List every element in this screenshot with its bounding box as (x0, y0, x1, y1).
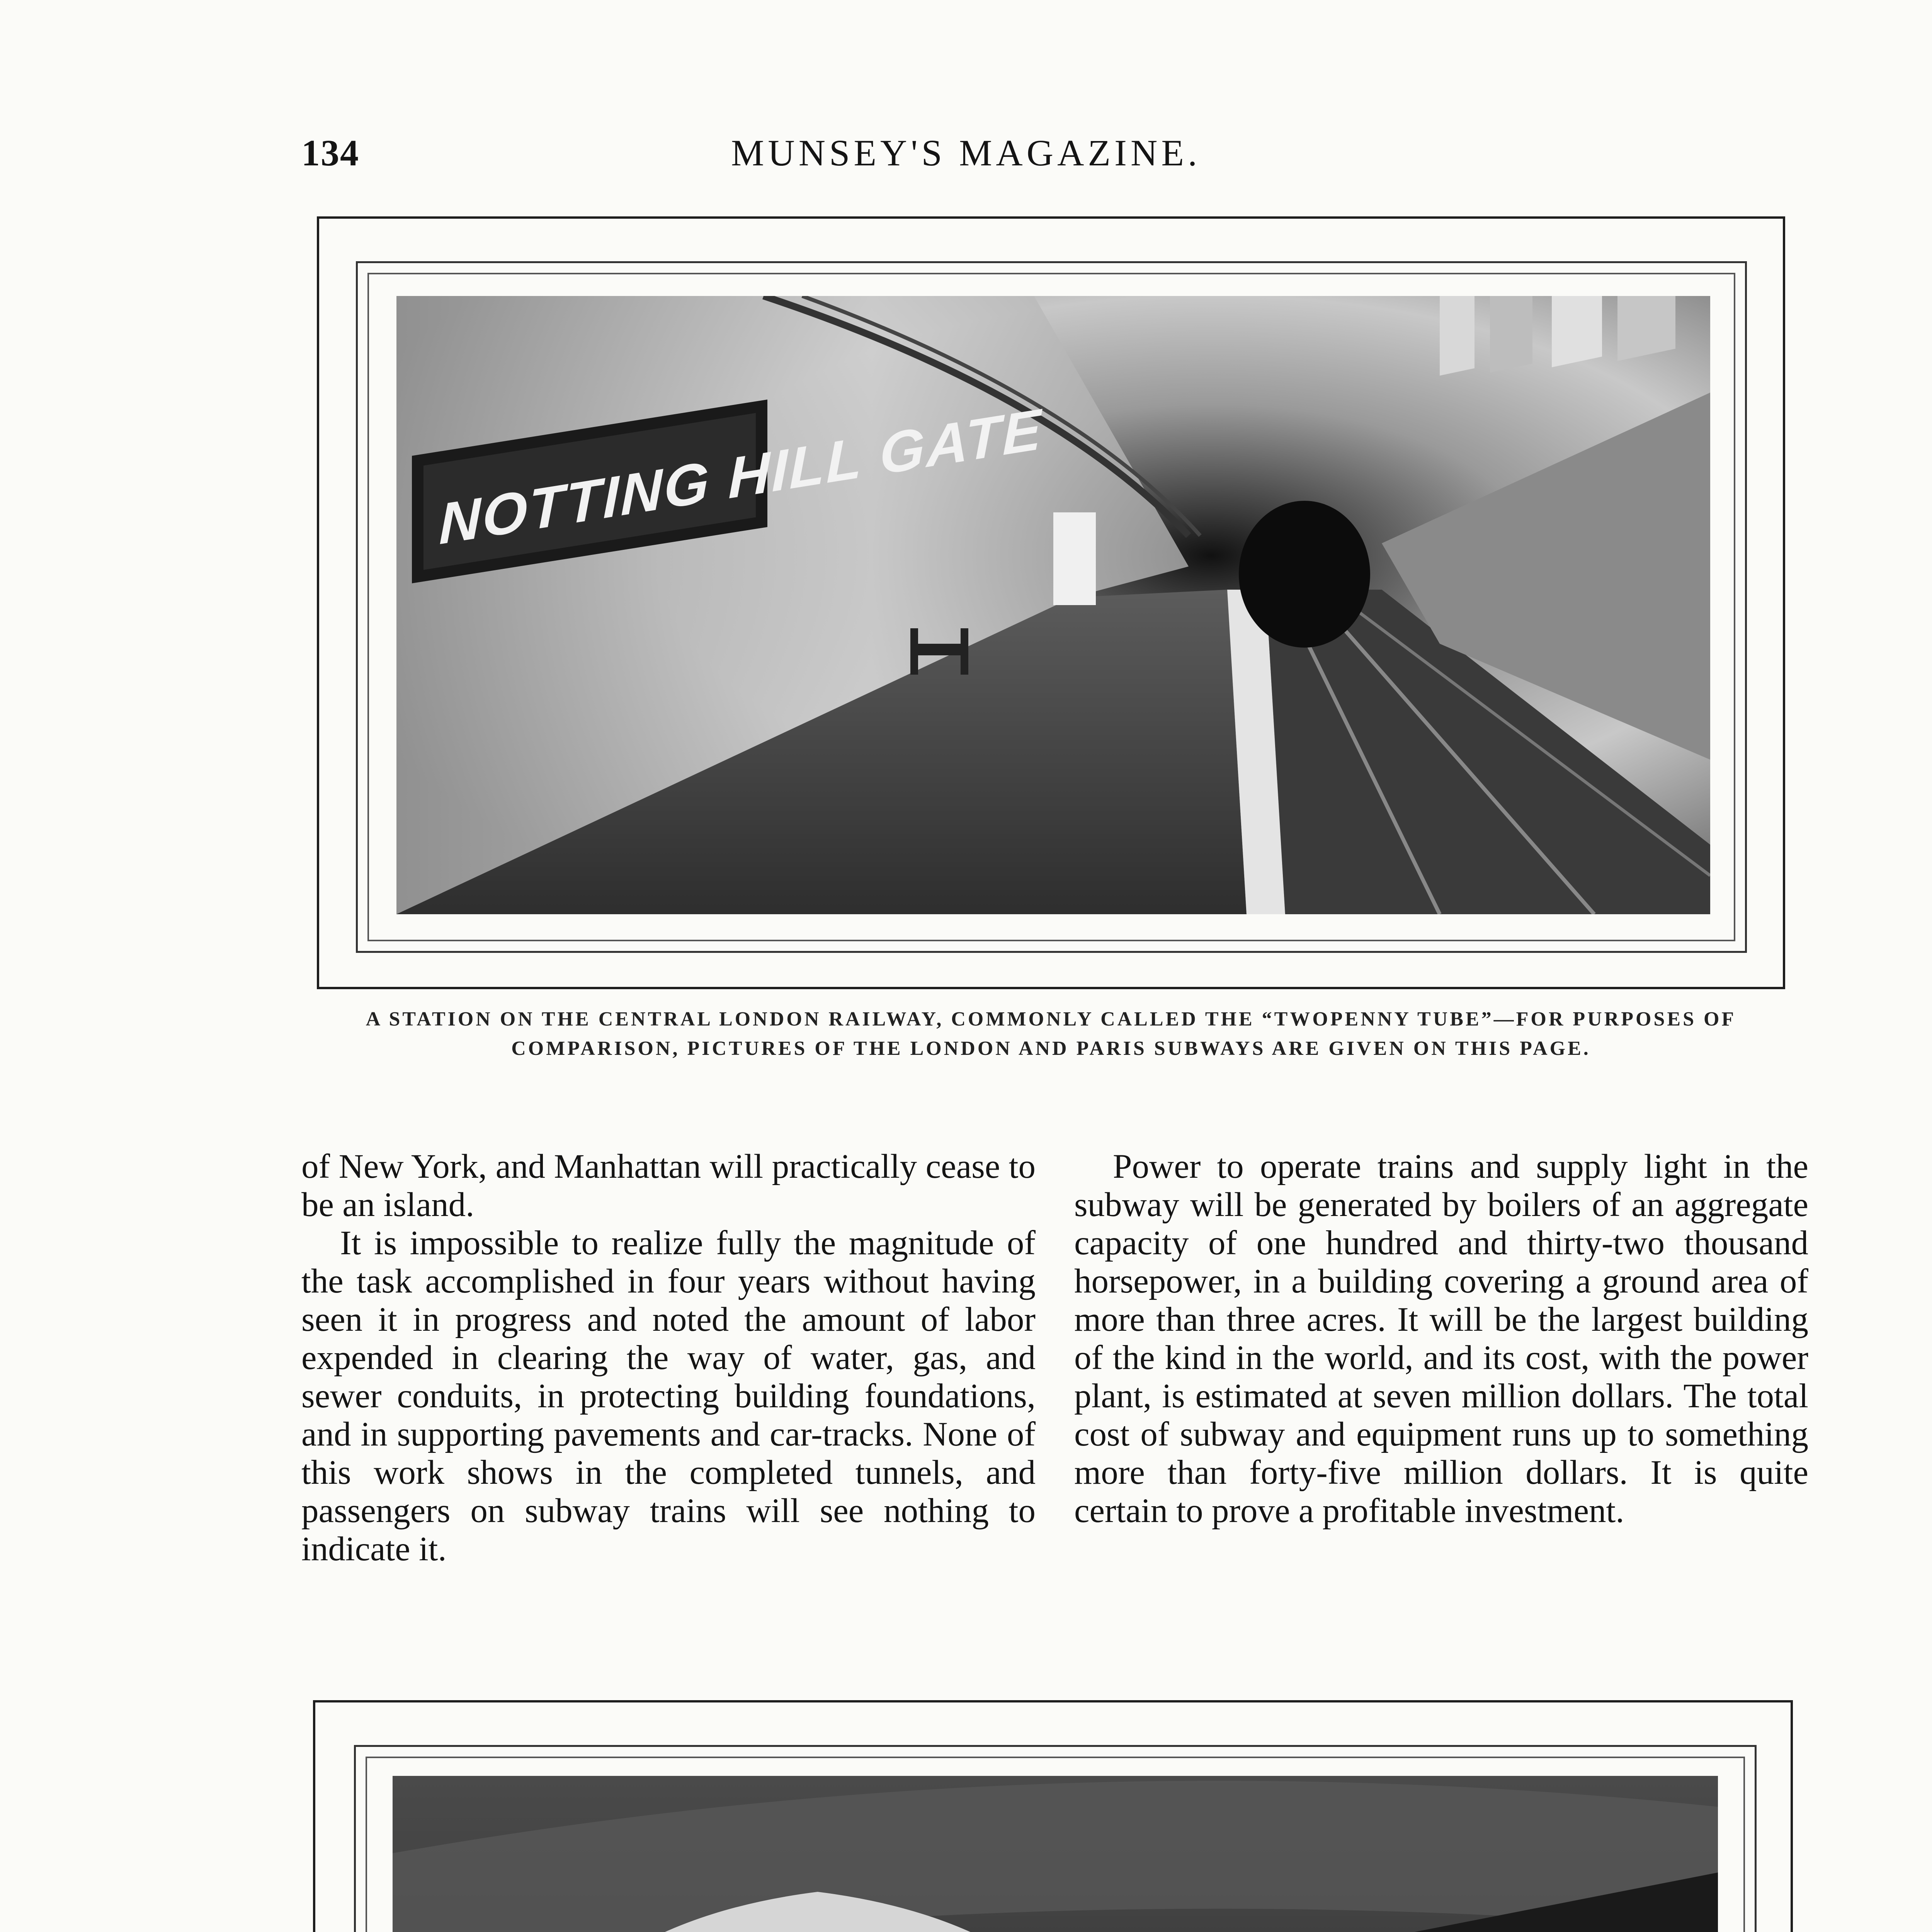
photo-caption-london: A STATION ON THE CENTRAL LONDON RAILWAY, COMMONLY CALLED THE “TWOPENNY TUBE”—FOR PURPOSES OF COMPARISON, PICTURES OF THE LONDON AND PARIS SUBWAYS ARE GIVEN ON THIS PAGE. (366, 1008, 1736, 1060)
text-column-right (1074, 1148, 1808, 1530)
photo-frame-paris (313, 1700, 1793, 1932)
photo-london-station (396, 296, 1710, 914)
london-station-illustration (396, 296, 1710, 914)
paragraph: Power to operate trains and supply light in the subway will be generated by boilers of an aggregate capacity of one hundred and thirty-two thousand horsepower, in a building covering a ground area of more than three acres. It will be the largest building of the kind in the world, and its cost, with the power plant, is estimated at seven million dollars. The total cost of subway and equipment runs up to something more than forty-five million dollars. It is quite certain to prove a profitable investment. (1074, 1148, 1808, 1530)
photo-frame-london (317, 216, 1785, 989)
page-header (0, 131, 1932, 178)
paragraph: of New York, and Manhattan will practically cease to be an island. (301, 1148, 1036, 1224)
photo-paris-station (393, 1776, 1718, 1932)
text-column-left (301, 1148, 1036, 1568)
page-number: 134 (301, 132, 359, 173)
paris-station-illustration (393, 1776, 1718, 1932)
paragraph: It is impossible to realize fully the magnitude of the task accomplished in four years without having seen it in progress and noted the amount of labor expended in clearing the way of water, gas, and sewer conduits, in protecting building foundations, and in supporting pavements and car-tracks. None of this work shows in the completed tunnels, and passengers on subway trains will see nothing to indicate it. (301, 1224, 1036, 1568)
running-title: MUNSEY'S MAGAZINE. (731, 132, 1201, 173)
station-sign-text: NOTTING HILL GATE (439, 396, 1043, 557)
